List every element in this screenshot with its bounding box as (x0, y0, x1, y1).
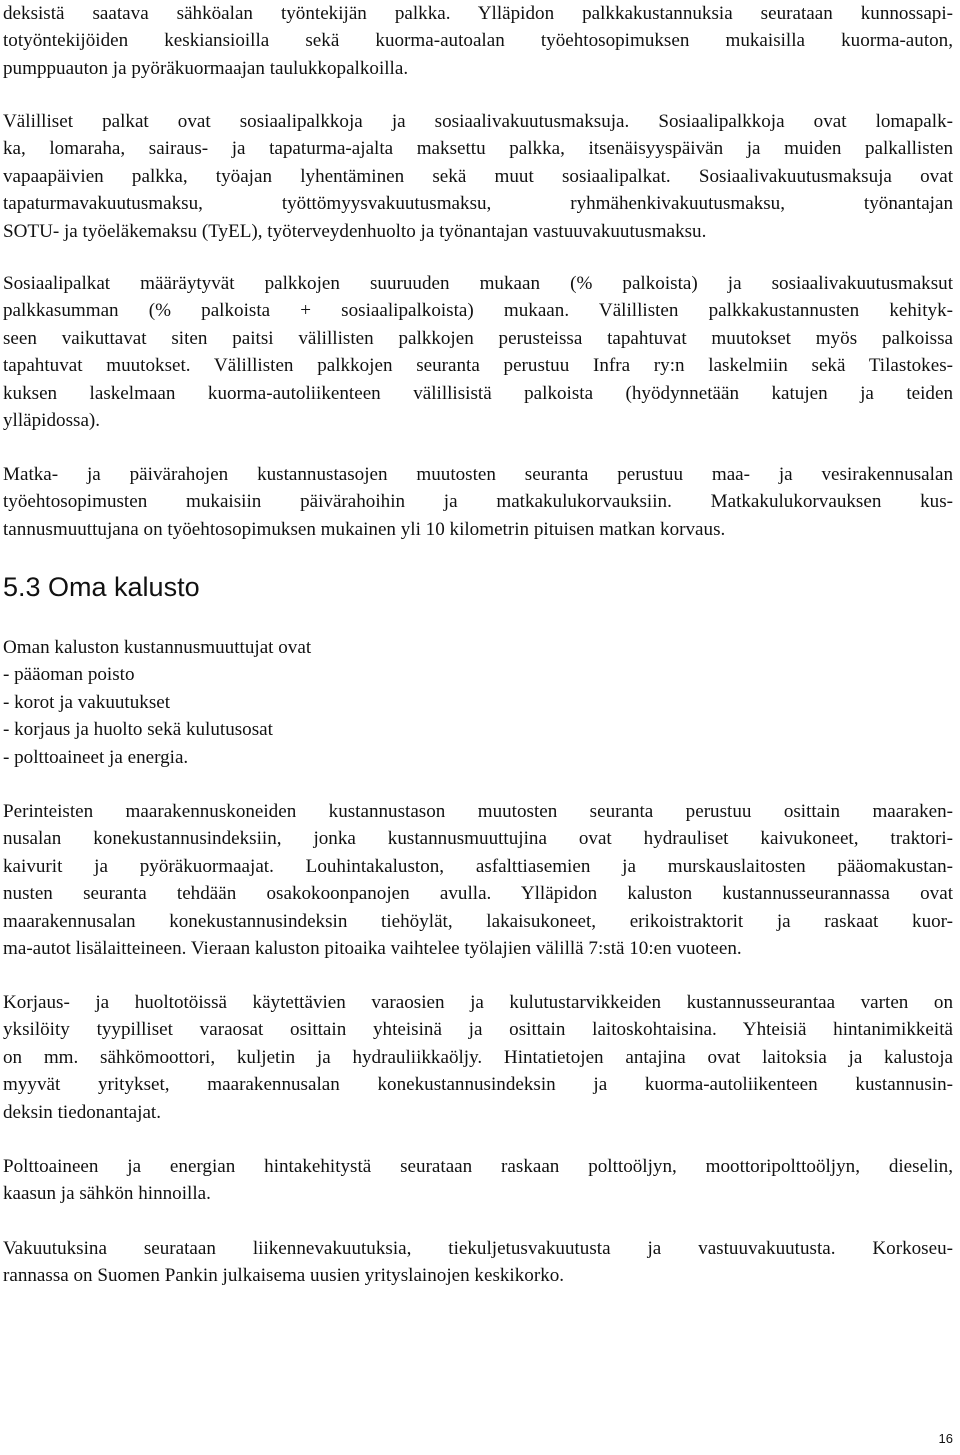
text-line: deksin tiedonantajat. (3, 1101, 162, 1123)
paragraph-text (3, 270, 953, 434)
page-number: 16 (938, 1431, 953, 1446)
paragraph-4 (3, 461, 953, 543)
text-line: kuksen laskelmaan kuorma-autoliikenteen välillisistä palkoista (hyödynnetään katujen ja teiden (3, 382, 953, 404)
section-paragraph-1 (3, 634, 953, 771)
text-line: maarakennusalan konekustannusindeksin tiehöylät, lakaisukoneet, erikoistraktorit ja raskaat kuor- (3, 910, 953, 932)
text-line: vapaapäivien palkka, työajan lyhentäminen sekä muut sosiaalipalkat. Sosiaalivakuutusmaksuja ovat (3, 165, 953, 187)
paragraph-text (3, 1235, 953, 1290)
text-line: kaasun ja sähkön hinnoilla. (3, 1183, 211, 1205)
list-item: - polttoaineet ja energia. (3, 746, 189, 768)
text-line: palkkasumman (% palkoista + sosiaalipalkoista) mukaan. Välillisten palkkakustannusten kehityk- (3, 300, 953, 322)
text-line: Matka- ja päivärahojen kustannustasojen muutosten seuranta perustuu maa- ja vesirakennusalan (3, 464, 953, 485)
text-line: kaivurit ja pyöräkuormaajat. Louhintakaluston, asfalttiasemien ja murskauslaitosten pääomakustan- (3, 855, 953, 877)
section-paragraph-4 (3, 1153, 953, 1208)
text-line: seen vaikuttavat siten paitsi välillisten palkkojen perusteissa tapahtuvat muutokset myös palkoissa (3, 327, 953, 349)
paragraph-text (3, 798, 953, 962)
section-paragraph-3 (3, 989, 953, 1126)
text-line: tapahtuvat muutokset. Välillisten palkkojen seuranta perustuu Infra ry:n laskelmiin sekä Tilastokes- (3, 355, 953, 377)
text-line: Sosiaalipalkat määräytyvät palkkojen suuruuden mukaan (% palkoista) ja sosiaalivakuutusmaksut (3, 273, 953, 294)
text-line: työehtosopimusten mukaisiin päivärahoihin ja matkakulukorvauksiin. Matkakulukorvauksen kus- (3, 491, 953, 513)
text-line: ylläpidossa). (3, 410, 101, 432)
paragraph-text (3, 108, 953, 245)
text-line: yksilöity tyypilliset varaosat osittain yhteisinä ja osittain laitoskohtaisina. Yhteisiä hintanimikkeitä (3, 1019, 953, 1041)
paragraph-text (3, 0, 953, 82)
text-line: Välilliset palkat ovat sosiaalipalkkoja ja sosiaalivakuutusmaksuja. Sosiaalipalkkoja ovat lomapalk- (3, 111, 953, 132)
text-line: ka, lomaraha, sairaus- ja tapaturma-ajalta maksettu palkka, itsenäisyyspäivän ja muiden palkallisten (3, 138, 953, 160)
text-line: Polttoaineen ja energian hintakehitystä seurataan raskaan polttoöljyn, moottoripolttoöljyn, dieselin, (3, 1156, 953, 1177)
list-item: - korot ja vakuutukset (3, 691, 171, 713)
text-line: nusten seuranta tehdään osakokoonpanojen avulla. Ylläpidon kaluston kustannusseurannassa ovat (3, 883, 953, 905)
text-line: totyöntekijöiden keskiansioilla sekä kuorma-autoalan työehtosopimuksen mukaisilla kuorma-auton, (3, 30, 953, 52)
text-line: on mm. sähkömoottori, kuljetin ja hydrauliikkaöljy. Hintatietojen antajina ovat laitoksia ja kalustoja (3, 1046, 953, 1068)
text-line: tapaturmavakuutusmaksu, työttömyysvakuutusmaksu, ryhmähenkivakuutusmaksu, työnantajan (3, 193, 953, 215)
paragraph-1 (3, 0, 953, 82)
text-line: Oman kaluston kustannusmuuttujat ovat (3, 637, 312, 658)
text-line: Korjaus- ja huoltotöissä käytettävien varaosien ja kulutustarvikkeiden kustannusseurantaa varten on (3, 992, 953, 1013)
text-line: pumppuauton ja pyöräkuormaajan taulukkopalkoilla. (3, 57, 409, 79)
section-heading: 5.3 Oma kalusto (3, 572, 200, 602)
paragraph-text (3, 461, 953, 543)
text-line: Perinteisten maarakennuskoneiden kustannustason muutosten seuranta perustuu osittain maaraken- (3, 801, 953, 822)
text-line: ma-autot lisälaitteineen. Vieraan kaluston pitoaika vaihtelee työlajien välillä 7:stä 10:en vuoteen. (3, 938, 742, 960)
section-paragraph-2 (3, 798, 953, 962)
text-line: SOTU- ja työeläkemaksu (TyEL), työterveydenhuolto ja työnantajan vastuuvakuutusmaksu. (3, 220, 707, 242)
section-paragraph-5 (3, 1235, 953, 1290)
paragraph-text (3, 1153, 953, 1208)
paragraph-text (3, 634, 953, 771)
paragraph-2 (3, 108, 953, 245)
list-item: - pääoman poisto (3, 664, 135, 686)
text-line: nusalan konekustannusindeksiin, jonka kustannusmuuttujina ovat hydrauliset kaivukoneet, traktori- (3, 828, 953, 850)
text-line: myyvät yritykset, maarakennusalan konekustannusindeksin ja kuorma-autoliikenteen kustannusin- (3, 1074, 953, 1096)
text-line: tannusmuuttujana on työehtosopimuksen mukainen yli 10 kilometrin pituisen matkan korvaus. (3, 518, 726, 540)
text-line: rannassa on Suomen Pankin julkaisema uusien yrityslainojen keskikorko. (3, 1265, 565, 1287)
text-line: deksistä saatava sähköalan työntekijän palkka. Ylläpidon palkkakustannuksia seurataan kunnossapi- (3, 3, 953, 24)
list-item: - korjaus ja huolto sekä kulutusosat (3, 719, 273, 741)
paragraph-text (3, 989, 953, 1126)
paragraph-3 (3, 270, 953, 434)
text-line: Vakuutuksina seurataan liikennevakuutuksia, tiekuljetusvakuutusta ja vastuuvakuutusta. Korkoseu- (3, 1238, 953, 1259)
